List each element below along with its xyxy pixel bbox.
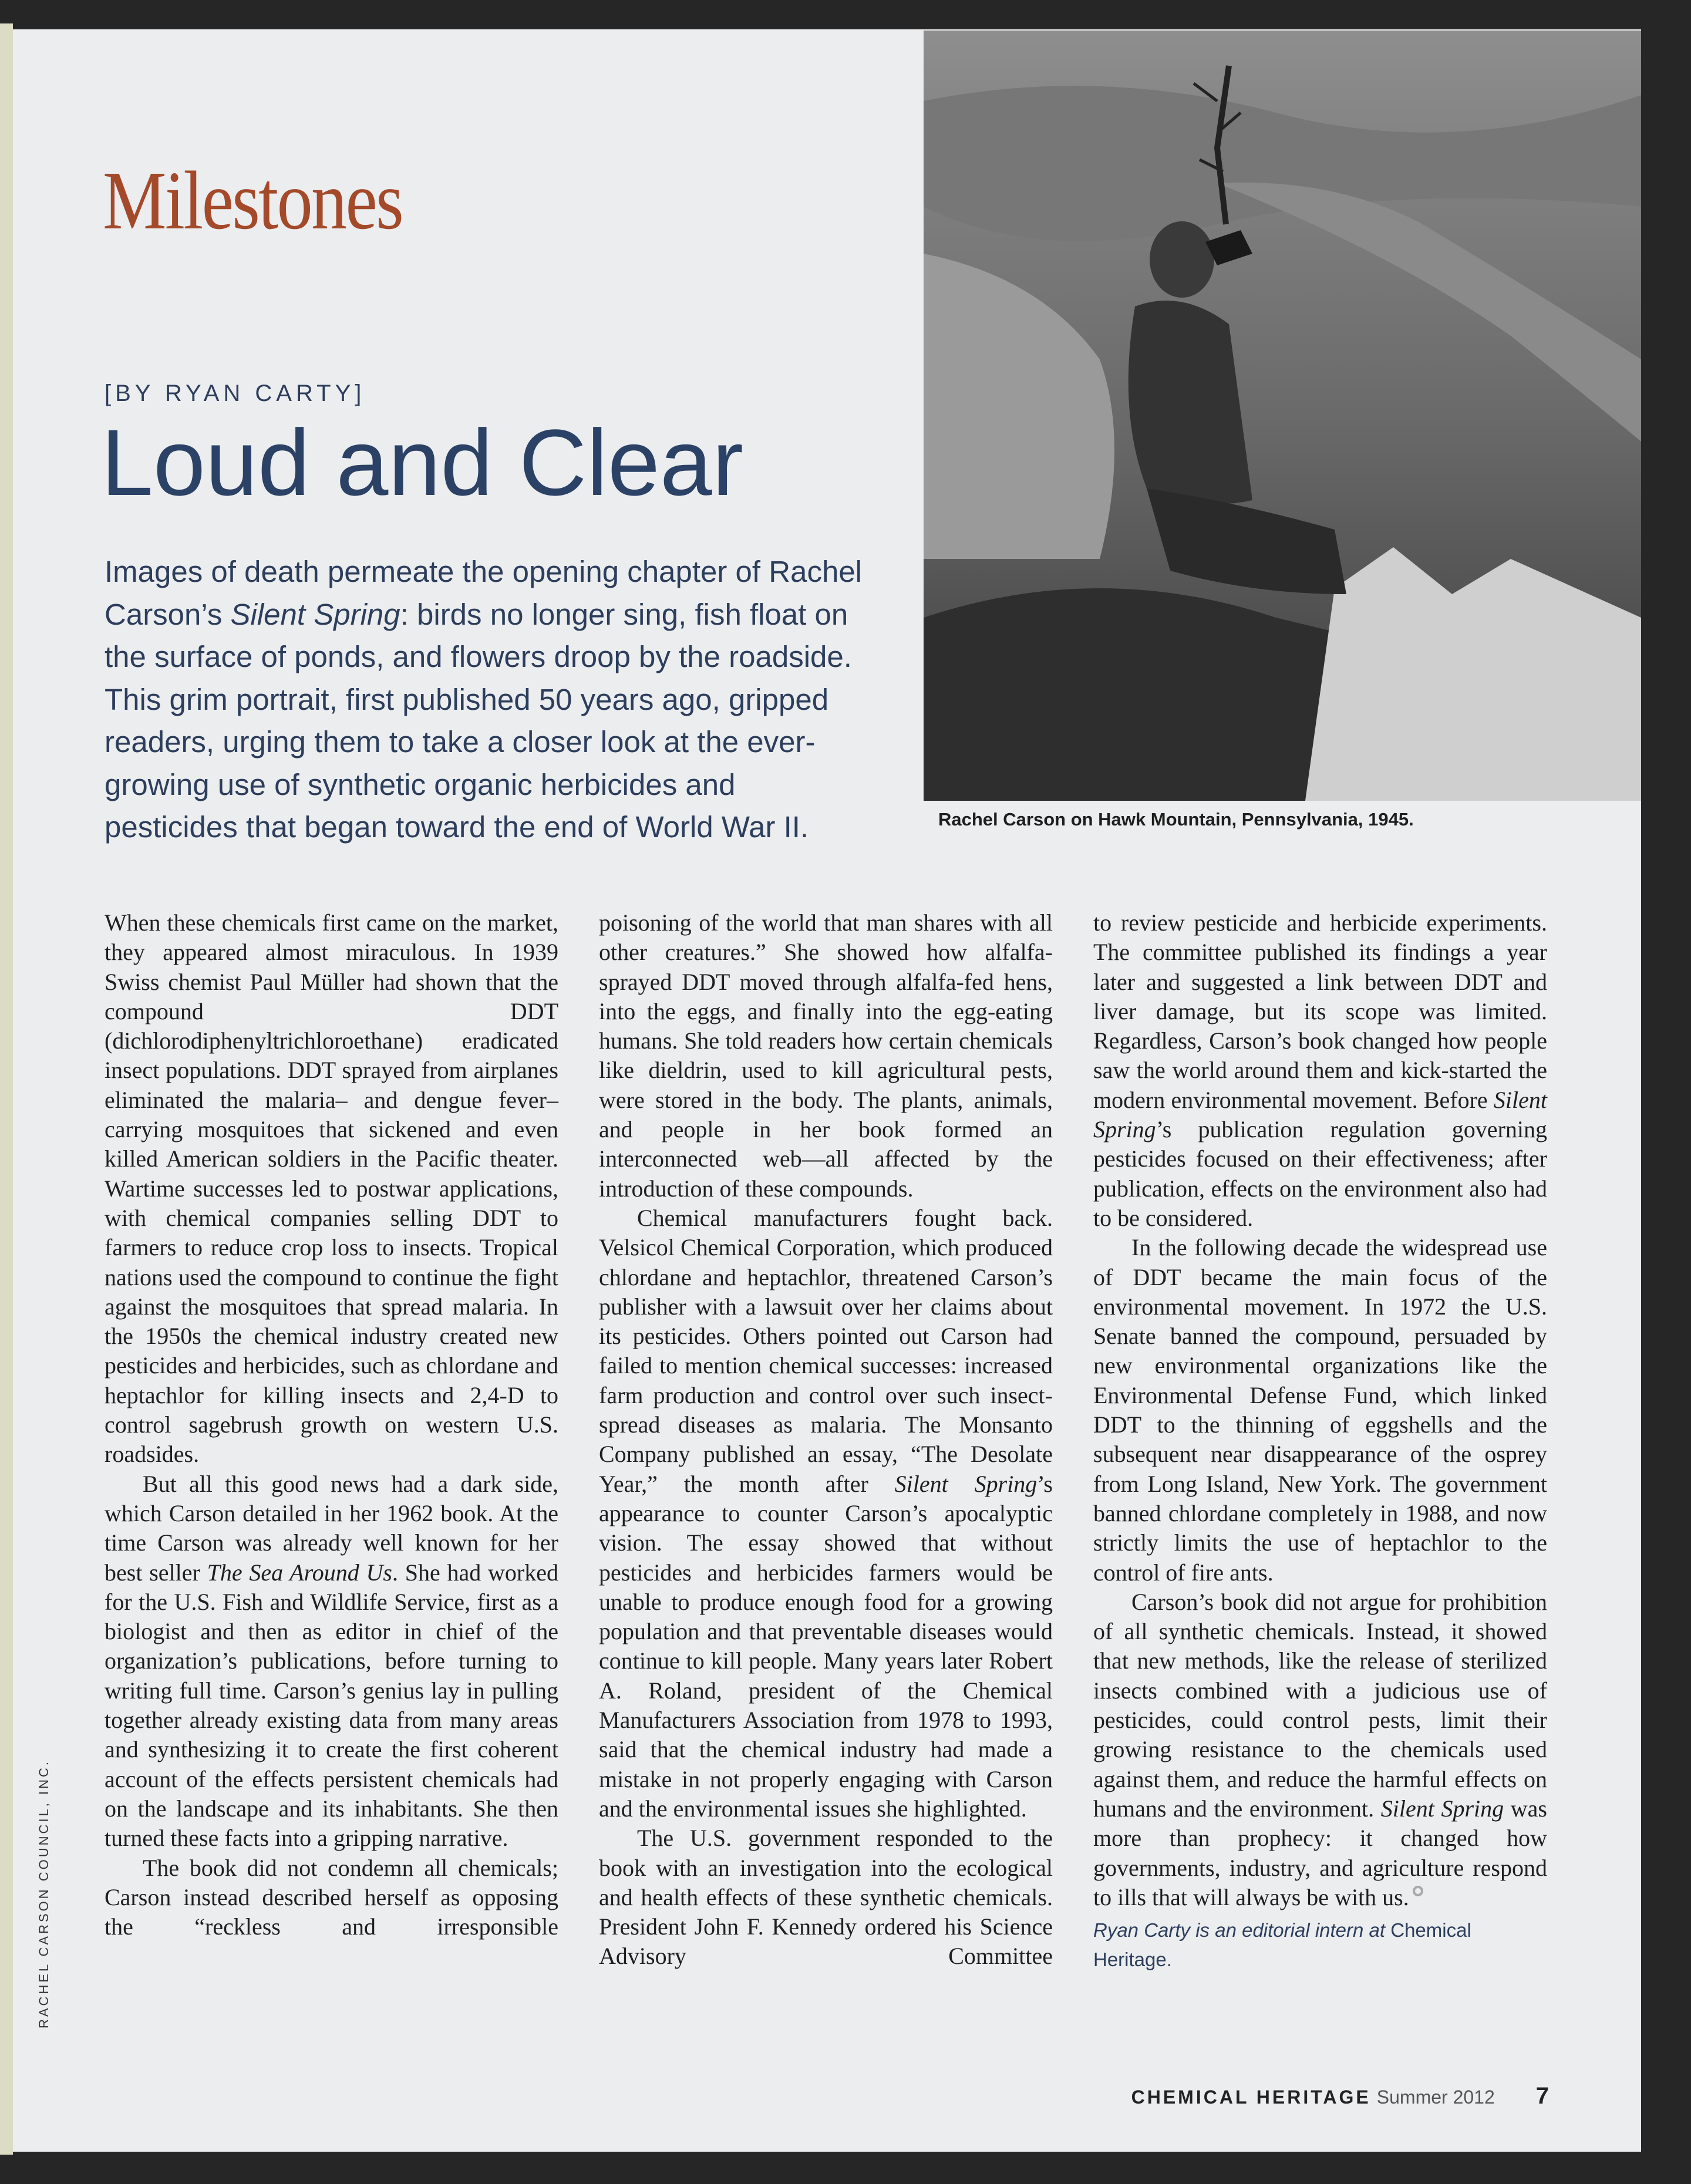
italic-text: Silent Spring	[1380, 1795, 1504, 1822]
author-bio-text: Ryan Carty is an editorial intern at	[1093, 1919, 1391, 1942]
page-footer	[1131, 2083, 1549, 2109]
end-mark-icon	[1413, 1886, 1423, 1896]
article-title: Loud and Clear	[101, 410, 744, 515]
section-label: Milestones	[103, 154, 403, 247]
magazine-name: CHEMICAL HERITAGE	[1131, 2087, 1371, 2108]
body-column-3	[1093, 908, 1547, 1975]
italic-text: Silent Spring	[230, 597, 400, 631]
body-paragraph	[1093, 1588, 1547, 1912]
body-paragraph	[599, 1824, 1053, 1971]
text-run: Chemical manufacturers fought back. Velsicol Chemical Corporation, which produced chlordane and heptachlor, threatened Carson’s publisher with a lawsuit over her claims about its pesticides. Others pointed out Carson had failed to mention chemical successes: increased farm production and control over such insect-spread diseases as malaria. The Monsanto Company published an essay, “The Desolate Year,” the month after	[599, 1204, 1053, 1497]
text-run: ’s publication regulation governing pesticides focused on their effectiveness; after publication, effects on the environment also had to be considered.	[1093, 1116, 1547, 1231]
text-run: The book did not condemn all chemicals; Carson instead described herself as opposing the “reckless and irresponsible	[105, 1854, 558, 1940]
body-paragraph	[1093, 1233, 1547, 1588]
text-run: . She had worked for the U.S. Fish and Wildlife Service, first as a biologist and then as editor in chief of the organization’s publications, before turning to writing full time. Carson’s genius lay in pulling together already existing data from many areas and synthesizing it to create the first coherent account of the effects persistent chemicals had on the landscape and its inhabitants. She then turned these facts into a gripping narrative.	[105, 1559, 558, 1852]
text-run: But all this good news had a dark side, which Carson detailed in her 1962 book. At the time Carson was already well known for her best seller	[105, 1470, 558, 1586]
body-paragraph	[105, 1470, 558, 1853]
text-run: ’s appearance to counter Carson’s apocalyptic vision. The essay showed that without pesticides and herbicides farmers would be unable to produce enough food for a growing population and that preventable diseases would continue to kill people. Many years later Robert A. Roland, president of the Chemical Manufacturers Association from 1978 to 1993, said that the chemical industry had made a mistake in not properly engaging with Carson and the environmental issues she highlighted.	[599, 1470, 1053, 1822]
body-paragraph	[105, 1853, 558, 1942]
text-run: to review pesticide and herbicide experiments. The committee published its findings a year later and suggested a link between DDT and liver damage, but its scope was limited. Regardless, Carson’s book changed how people saw the world around them and kick-started the modern environmental movement. Before	[1093, 909, 1547, 1113]
body-column-2	[599, 908, 1053, 1971]
body-paragraph	[599, 908, 1053, 1204]
text-run: : birds no longer sing, fish float on the surface of ponds, and flowers droop by the roadside. This grim portrait, first published 50 years ago, gripped readers, urging them to take a closer look at the ever-growing use of synthetic organic herbicides and pesticides that began toward the end of World War II.	[105, 597, 852, 844]
body-paragraph	[1093, 908, 1547, 1233]
photo-rachel-carson	[924, 31, 1641, 801]
page-number: 7	[1535, 2083, 1549, 2109]
text-run: poisoning of the world that man shares with all other creatures.” She showed how alfalfa-sprayed DDT moved through alfalfa-fed hens, into the eggs, and finally into the egg-eating humans. She told readers how certain chemicals like dieldrin, used to kill agricultural pests, were stored in the body. The plants, animals, and people in her book formed an interconnected web—all affected by the introduction of these compounds.	[599, 909, 1053, 1202]
italic-text: The Sea Around Us	[207, 1559, 392, 1586]
italic-text: Silent Spring	[1093, 1086, 1547, 1143]
byline: [BY RYAN CARTY]	[105, 380, 366, 406]
adjacent-page-edge	[0, 23, 13, 2155]
issue-date: Summer 2012	[1376, 2087, 1495, 2108]
text-run: The U.S. government responded to the book with an investigation into the ecological and health effects of these synthetic chemicals. President John F. Kennedy ordered his Science Advisory Committee	[599, 1825, 1053, 1970]
author-bio	[1093, 1916, 1547, 1975]
body-paragraph	[599, 1204, 1053, 1824]
photo-caption: Rachel Carson on Hawk Mountain, Pennsylvania, 1945.	[938, 809, 1414, 830]
text-run: Carson’s book did not argue for prohibition of all synthetic chemicals. Instead, it showed that new methods, like the release of sterilized insects combined with a judicious use of pesticides, could control pests, limit their growing resistance to the chemicals used against them, and reduce the harmful effects on humans and the environment.	[1093, 1588, 1547, 1822]
body-column-1	[105, 908, 558, 1942]
side-credit: RACHEL CARSON COUNCIL, INC.	[36, 1759, 51, 2028]
text-run: was more than prophecy: it changed how governments, industry, and agriculture respond to ills that will always be with us.	[1093, 1795, 1547, 1910]
lead-paragraph	[105, 551, 868, 849]
text-run: Images of death permeate the opening chapter of Rachel Carson’s	[105, 555, 863, 631]
publication-name: Chemical Heritage.	[1093, 1919, 1471, 1971]
text-run: When these chemicals first came on the market, they appeared almost miraculous. In 1939 Swiss chemist Paul Müller had shown that the compound DDT (dichlorodiphenyltrichloroethane) eradicated insect populations. DDT sprayed from airplanes eliminated the malaria– and dengue fever–carrying mosquitoes that sickened and even killed American soldiers in the Pacific theater. Wartime successes led to postwar applications, with chemical companies selling DDT to farmers to reduce crop loss to insects. Tropical nations used the compound to continue the fight against the mosquitoes that spread malaria. In the 1950s the chemical industry created new pesticides and herbicides, such as chlordane and heptachlor for killing insects and 2,4-D to control sagebrush growth on western U.S. roadsides.	[105, 909, 558, 1468]
text-run: In the following decade the widespread use of DDT became the main focus of the environmental movement. In 1972 the U.S. Senate banned the compound, persuaded by new environmental organizations like the Environmental Defense Fund, which linked DDT to the thinning of eggshells and the subsequent near disappearance of the osprey from Long Island, New York. The government banned chlordane completely in 1988, and now strictly limits the use of heptachlor to the control of fire ants.	[1093, 1234, 1547, 1586]
body-paragraph	[105, 908, 558, 1470]
italic-text: Silent Spring	[894, 1470, 1037, 1497]
